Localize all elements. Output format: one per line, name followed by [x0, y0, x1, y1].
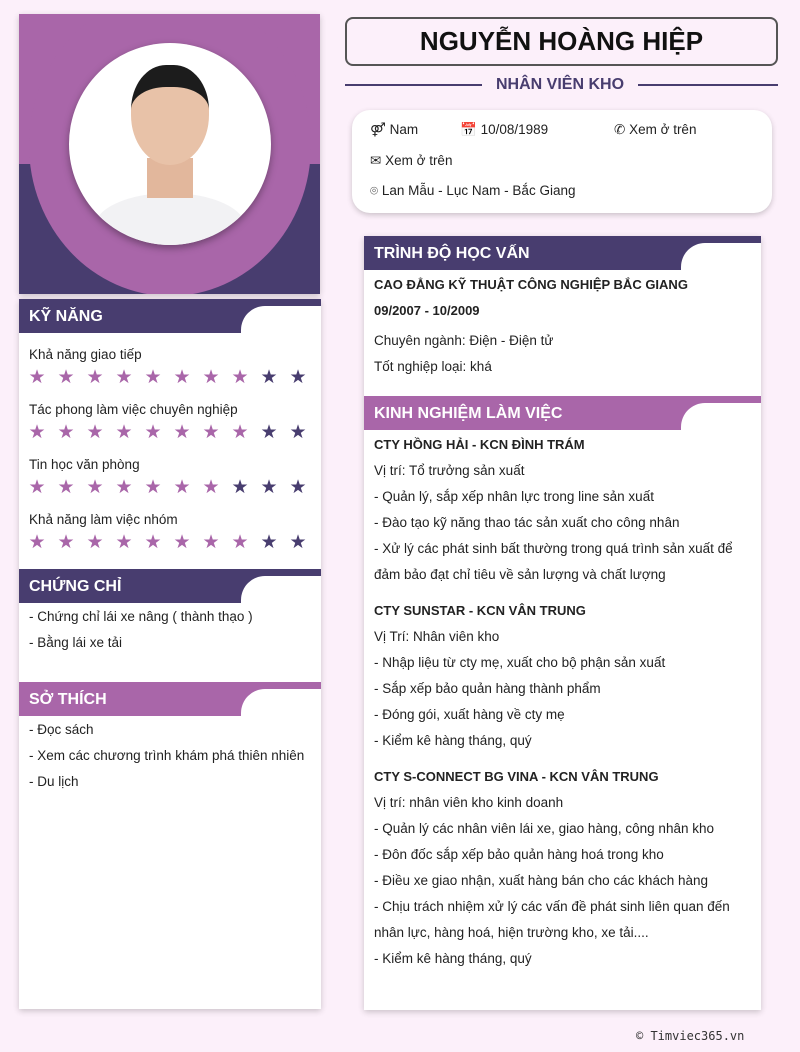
experience-list: [364, 432, 761, 972]
job-duty: - Điều xe giao nhận, xuất hàng bán cho các khách hàng: [374, 873, 708, 888]
star-filled-icon: ★: [86, 532, 104, 553]
job-duty: - Đóng gói, xuất hàng về cty mẹ: [374, 707, 565, 722]
skill-rating: [28, 423, 321, 443]
location-icon: ⌾: [370, 183, 379, 198]
job-duty: - Kiểm kê hàng tháng, quý: [374, 951, 532, 966]
star-filled-icon: ★: [57, 532, 75, 553]
job-duty: nhân lực, hàng hoá, hiện trường kho, xe tải....: [374, 925, 649, 940]
star-empty-icon: ★: [289, 422, 307, 443]
star-filled-icon: ★: [144, 477, 162, 498]
star-empty-icon: ★: [260, 477, 278, 498]
left-column: [19, 299, 321, 1009]
job-entry: [364, 598, 761, 754]
skill-rating: [28, 478, 321, 498]
gender: Nam: [389, 122, 419, 137]
star-filled-icon: ★: [28, 532, 46, 553]
star-filled-icon: ★: [173, 367, 191, 388]
star-filled-icon: ★: [115, 477, 133, 498]
job-duty: - Quản lý các nhân viên lái xe, giao hàng, công nhân kho: [374, 821, 714, 836]
star-empty-icon: ★: [289, 532, 307, 553]
star-filled-icon: ★: [57, 477, 75, 498]
job-duty: - Kiểm kê hàng tháng, quý: [374, 733, 532, 748]
star-filled-icon: ★: [28, 422, 46, 443]
star-empty-icon: ★: [260, 367, 278, 388]
job-entry: [364, 432, 761, 588]
star-filled-icon: ★: [173, 532, 191, 553]
star-empty-icon: ★: [260, 422, 278, 443]
star-filled-icon: ★: [202, 477, 220, 498]
email: Xem ở trên: [385, 153, 453, 168]
star-filled-icon: ★: [144, 367, 162, 388]
star-filled-icon: ★: [57, 367, 75, 388]
major: Chuyên ngành: Điện - Điện tử: [374, 333, 554, 348]
star-filled-icon: ★: [173, 477, 191, 498]
job-duty: - Nhập liệu từ cty mẹ, xuất cho bộ phận sản xuất: [374, 655, 666, 670]
skill-rating: [28, 368, 321, 388]
star-filled-icon: ★: [202, 532, 220, 553]
skill-label: Khả năng giao tiếp: [29, 347, 142, 362]
skill-label: Khả năng làm việc nhóm: [29, 512, 178, 527]
skill-label: Tin học văn phòng: [29, 457, 140, 472]
job-role: Vị Trí: Nhân viên kho: [374, 629, 500, 644]
job-entry: [364, 764, 761, 946]
star-empty-icon: ★: [289, 367, 307, 388]
experience-header: KINH NGHIỆM LÀM VIỆC: [364, 396, 761, 430]
job-role: Vị trí: Tổ trưởng sản xuất: [374, 463, 525, 478]
skill-label: Tác phong làm việc chuyên nghiệp: [29, 402, 238, 417]
certificates-item: - Chứng chỉ lái xe nâng ( thành thạo ): [29, 609, 253, 624]
certificates-item: - Bằng lái xe tải: [29, 635, 123, 650]
star-filled-icon: ★: [86, 367, 104, 388]
job-company: CTY SUNSTAR - KCN VÂN TRUNG: [374, 603, 586, 618]
star-filled-icon: ★: [231, 367, 249, 388]
footer-watermark: © Timviec365.vn: [636, 1029, 745, 1043]
star-filled-icon: ★: [86, 477, 104, 498]
right-column: [364, 236, 761, 1010]
phone: Xem ở trên: [629, 122, 697, 137]
job-role: Vị trí: nhân viên kho kinh doanh: [374, 795, 564, 810]
job-duty: - Xử lý các phát sinh bất thường trong quá trình sản xuất để: [374, 541, 733, 556]
education-header: TRÌNH ĐỘ HỌC VẤN: [364, 236, 761, 270]
hobbies-item: - Đọc sách: [29, 722, 94, 737]
star-filled-icon: ★: [231, 532, 249, 553]
star-filled-icon: ★: [144, 532, 162, 553]
contact-card: [352, 110, 772, 213]
avatar: [69, 43, 271, 245]
job-company: CTY HỒNG HẢI - KCN ĐÌNH TRÁM: [374, 437, 585, 452]
star-empty-icon: ★: [231, 477, 249, 498]
hobbies-header: SỞ THÍCH: [19, 682, 321, 716]
star-filled-icon: ★: [86, 422, 104, 443]
hobbies-item: - Xem các chương trình khám phá thiên nhiên: [29, 748, 305, 763]
hobbies-list: [19, 716, 321, 795]
birthday: 10/08/1989: [480, 122, 549, 137]
address: Lan Mẫu - Lục Nam - Bắc Giang: [381, 183, 576, 198]
email-icon: ✉: [370, 153, 382, 168]
job-title: NHÂN VIÊN KHO: [482, 74, 638, 96]
job-company: CTY S-CONNECT BG VINA - KCN VÂN TRUNG: [374, 769, 659, 784]
star-empty-icon: ★: [289, 477, 307, 498]
job-duty: đảm bảo đạt chỉ tiêu về sản lượng và chất lượng: [374, 567, 666, 582]
star-filled-icon: ★: [28, 367, 46, 388]
hobbies-item: - Du lịch: [29, 774, 79, 789]
calendar-icon: 📅: [460, 122, 477, 137]
job-duty: - Quản lý, sắp xếp nhân lực trong line sản xuất: [374, 489, 654, 504]
job-duty: - Đào tạo kỹ năng thao tác sản xuất cho công nhân: [374, 515, 680, 530]
star-filled-icon: ★: [115, 422, 133, 443]
job-duty: - Đôn đốc sắp xếp bảo quản hàng hoá trong kho: [374, 847, 664, 862]
star-filled-icon: ★: [57, 422, 75, 443]
star-empty-icon: ★: [260, 532, 278, 553]
skills-header: KỸ NĂNG: [19, 299, 321, 333]
star-filled-icon: ★: [115, 532, 133, 553]
star-filled-icon: ★: [202, 422, 220, 443]
education-period: 09/2007 - 10/2009: [374, 303, 480, 318]
grade: Tốt nghiệp loại: khá: [374, 359, 492, 374]
star-filled-icon: ★: [173, 422, 191, 443]
certificates-header: CHỨNG CHỈ: [19, 569, 321, 603]
candidate-name: NGUYỄN HOÀNG HIỆP: [345, 17, 778, 66]
gender-icon: ⚤: [370, 122, 386, 137]
phone-icon: ✆: [614, 122, 626, 137]
skill-rating: [28, 533, 321, 553]
skills-list: [19, 347, 321, 553]
star-filled-icon: ★: [28, 477, 46, 498]
star-filled-icon: ★: [115, 367, 133, 388]
star-filled-icon: ★: [231, 422, 249, 443]
job-duty: - Chịu trách nhiệm xử lý các vấn đề phát sinh liên quan đến: [374, 899, 730, 914]
certificates-list: [19, 603, 321, 656]
photo-panel: [19, 14, 320, 294]
school: CAO ĐẲNG KỸ THUẬT CÔNG NGHIỆP BẮC GIANG: [374, 277, 688, 292]
job-entry: [364, 946, 761, 972]
star-filled-icon: ★: [144, 422, 162, 443]
job-duty: - Sắp xếp bảo quản hàng thành phẩm: [374, 681, 601, 696]
star-filled-icon: ★: [202, 367, 220, 388]
